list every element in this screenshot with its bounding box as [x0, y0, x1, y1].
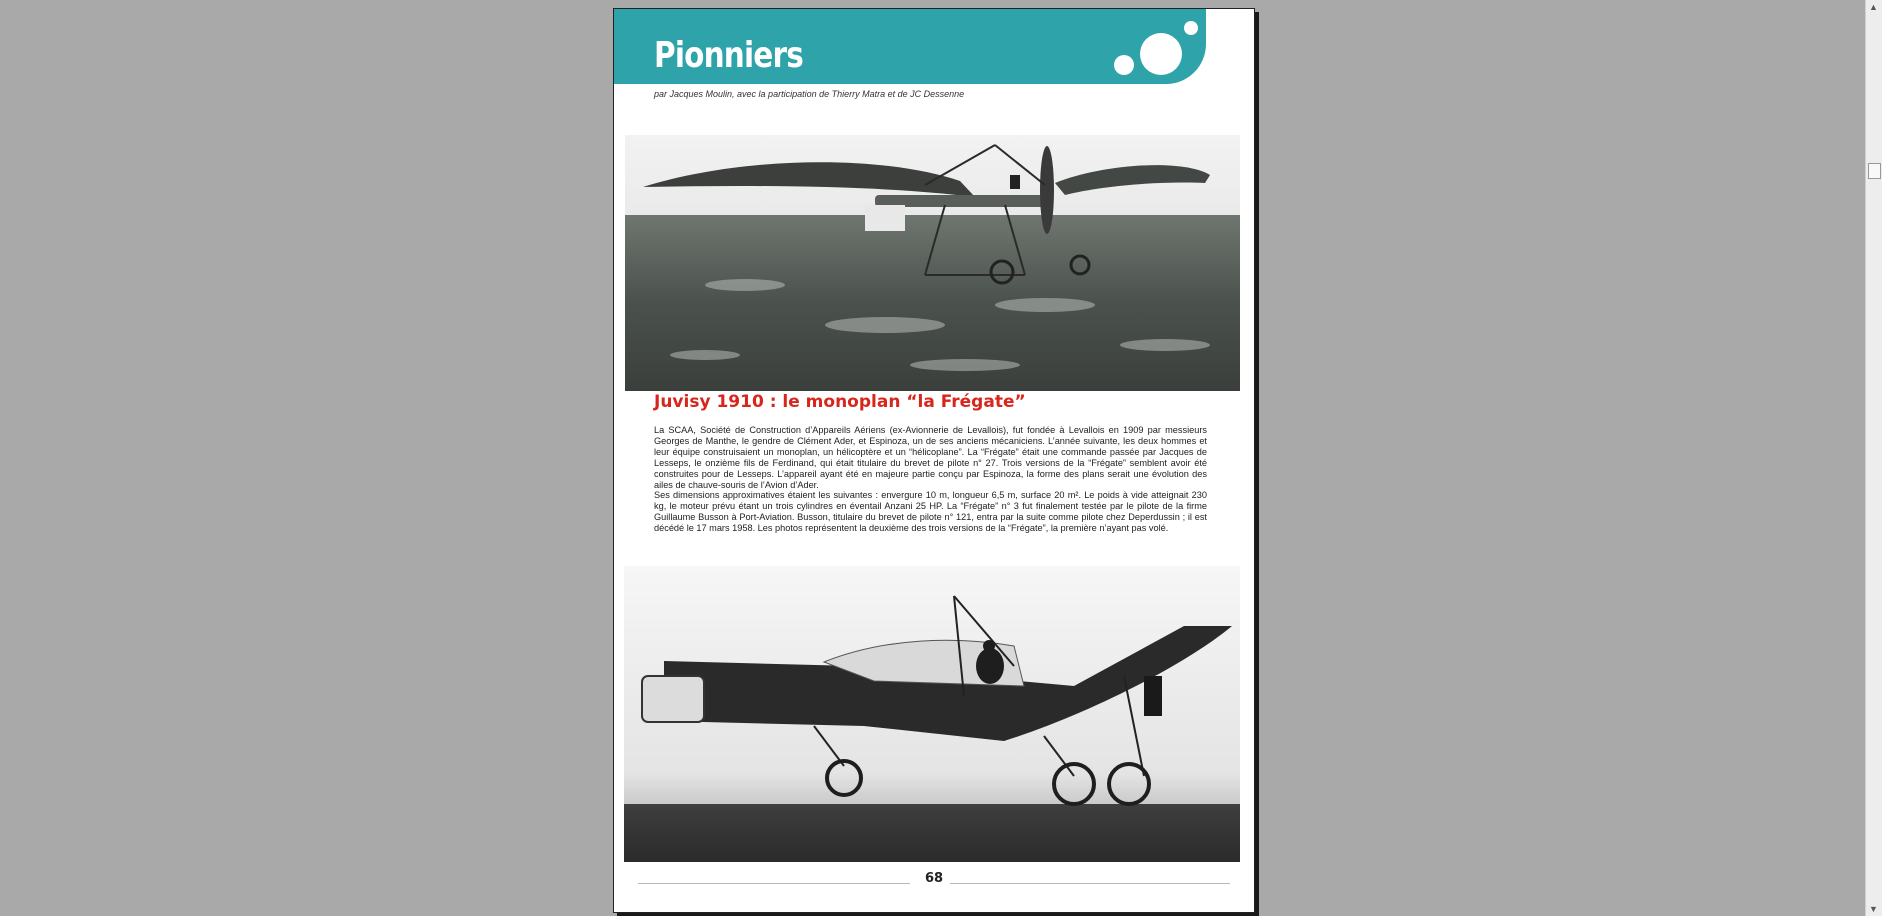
photo-monoplane-flight [624, 566, 1240, 862]
scroll-thumb[interactable] [1868, 163, 1881, 179]
article-paragraph-2: Ses dimensions approximatives étaient les suivantes : envergure 10 m, longueur 6,5 m, surface 20 m². Le poids à vide atteignait 230 kg, le moteur prévu étant un trois cylindres en éventail Anzani 25 HP. La “Frégate” n° 3 fut finalement testée par le pilote de la firme Guillaume Busson à Port-Aviation. Busson, titulaire du brevet de pilote n° 121, entra par la suite comme pilote chez Deperdussin ; il est décédé le 17 mars 1958. Les photos représentent la deuxième des trois versions de la “Frégate”, la première n’ayant pas volé. [654, 490, 1207, 533]
byline: par Jacques Moulin, avec la participation de Thierry Matra et de JC Dessenne [654, 89, 965, 99]
scroll-up-icon[interactable]: ▲ [1869, 2, 1878, 12]
scroll-down-icon[interactable]: ▼ [1869, 904, 1878, 914]
photo-monoplane-ground [625, 135, 1240, 391]
decor-bubble-medium [1114, 55, 1134, 75]
header-banner [614, 9, 1206, 84]
vertical-scrollbar[interactable] [1865, 0, 1882, 916]
decor-bubble-small [1184, 21, 1198, 35]
photo-monoplane-flight-image [624, 566, 1240, 862]
article-heading: Juvisy 1910 : le monoplan “la Frégate” [654, 392, 1026, 412]
page-number: 68 [924, 871, 944, 886]
photo-monoplane-ground-image [625, 135, 1240, 391]
decor-bubble-large [1140, 33, 1182, 75]
document-page [613, 8, 1255, 913]
article-paragraph-1: La SCAA, Société de Construction d’Appareils Aériens (ex-Avionnerie de Levallois), fut fondée à Levallois en 1909 par messieurs Georges de Manthe, le gendre de Clément Ader, et Espinoza, un de ses anciens mécaniciens. L’année suivante, les deux hommes et leur équipe construisaient un monoplan, un hélicoptère et un “hélicoplane”. La “Frégate” était une commande passée par Jacques de Lesseps, le onzième fils de Ferdinand, qui était titulaire du brevet de pilote n° 27. Trois versions de la “Frégate” semblent avoir été construites pour de Lesseps. L’appareil ayant été en majeure partie conçu par Espinoza, la forme des plans serait une évolution des ailes de chauve-souris de l’Avion d’Ader. [654, 425, 1207, 490]
page-title: Pionniers [654, 35, 803, 76]
